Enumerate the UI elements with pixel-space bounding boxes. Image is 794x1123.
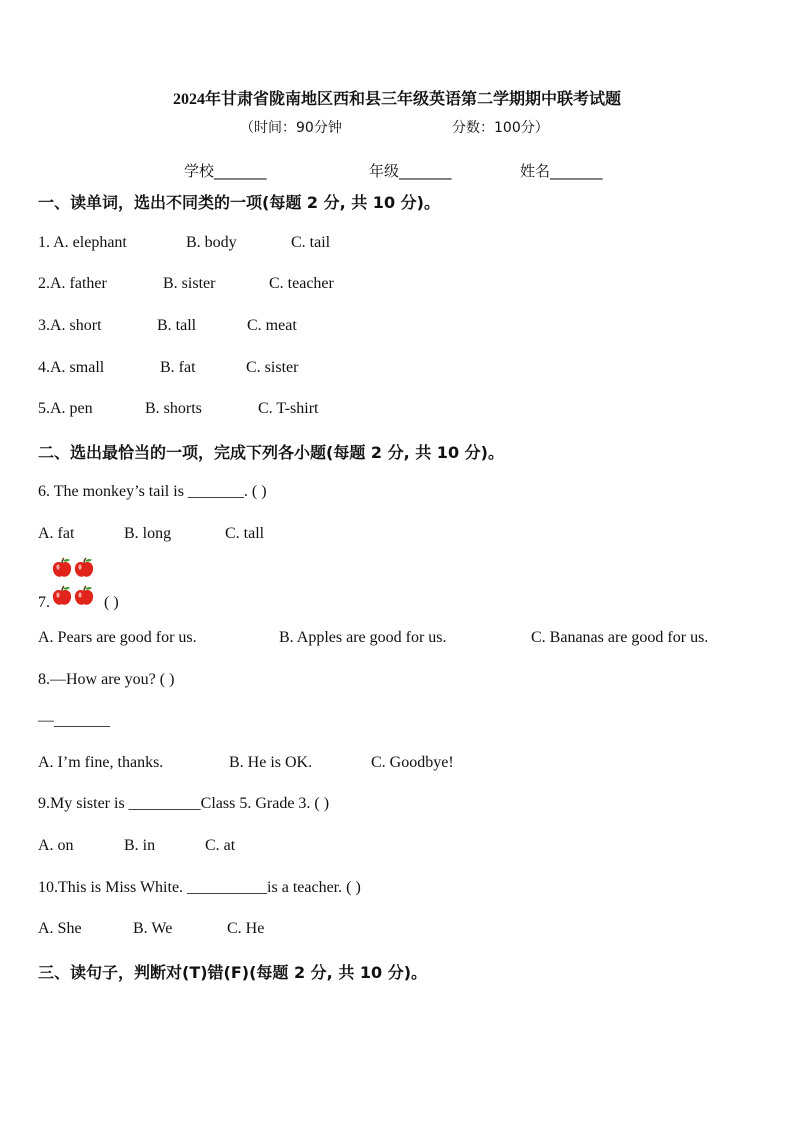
q10-option-a: A. She: [38, 920, 82, 937]
q4-option-c: C. sister: [246, 359, 299, 376]
q1-option-a: 1. A. elephant: [38, 234, 127, 251]
exam-time: （时间：90分钟: [240, 120, 342, 136]
q10-option-b: B. We: [133, 920, 173, 937]
q7-number: 7.: [38, 594, 50, 611]
q8-stem: 8.—How are you? ( ): [38, 671, 175, 688]
apple-icon: [51, 557, 73, 579]
q6-option-c: C. tall: [225, 525, 265, 542]
q5-option-c: C. T-shirt: [258, 400, 319, 417]
apple-icon: [73, 585, 95, 607]
section-1-title: 一、读单词，选出不同类的一项(每题 2 分, 共 10 分)。: [38, 193, 440, 212]
q7-answer-paren: ( ): [104, 594, 119, 611]
q9-option-c: C. at: [205, 837, 236, 854]
q5-option-a: 5.A. pen: [38, 400, 93, 417]
q3-option-b: B. tall: [157, 317, 197, 334]
q2-option-c: C. teacher: [269, 275, 334, 292]
section-3-title: 三、读句子，判断对(T)错(F)(每题 2 分, 共 10 分)。: [38, 963, 428, 982]
q1-option-c: C. tail: [291, 234, 331, 251]
q5-option-b: B. shorts: [145, 400, 202, 417]
apple-icon: [73, 557, 95, 579]
exam-score: 分数：100分）: [452, 120, 549, 136]
name-field[interactable]: 姓名_______: [520, 162, 603, 180]
q7-option-c: C. Bananas are good for us.: [531, 629, 709, 646]
q1-option-b: B. body: [186, 234, 237, 251]
q9-stem: 9.My sister is _________Class 5. Grade 3. ( ): [38, 795, 330, 812]
q7-option-a: A. Pears are good for us.: [38, 629, 197, 646]
q8-option-c: C. Goodbye!: [371, 754, 454, 771]
q6-stem: 6. The monkey’s tail is _______. ( ): [38, 483, 267, 500]
q6-option-a: A. fat: [38, 525, 75, 542]
q3-option-c: C. meat: [247, 317, 297, 334]
school-field[interactable]: 学校_______: [184, 162, 267, 180]
section-2-title: 二、选出最恰当的一项，完成下列各小题(每题 2 分, 共 10 分)。: [38, 443, 504, 462]
q10-option-c: C. He: [227, 920, 265, 937]
q8-option-a: A. I’m fine, thanks.: [38, 754, 164, 771]
q3-option-a: 3.A. short: [38, 317, 102, 334]
q7-option-b: B. Apples are good for us.: [279, 629, 447, 646]
grade-field[interactable]: 年级_______: [369, 162, 452, 180]
q9-option-a: A. on: [38, 837, 74, 854]
q2-option-b: B. sister: [163, 275, 216, 292]
q6-option-b: B. long: [124, 525, 172, 542]
exam-title: 2024年甘肃省陇南地区西和县三年级英语第二学期期中联考试题: [172, 91, 621, 108]
q8-option-b: B. He is OK.: [229, 754, 313, 771]
q2-option-a: 2.A. father: [38, 275, 107, 292]
q10-stem: 10.This is Miss White. __________is a teacher. ( ): [38, 879, 361, 896]
q4-option-b: B. fat: [160, 359, 196, 376]
q8-answer-blank: —_______: [38, 712, 110, 729]
q4-option-a: 4.A. small: [38, 359, 105, 376]
q9-option-b: B. in: [124, 837, 156, 854]
apple-icon: [51, 585, 73, 607]
